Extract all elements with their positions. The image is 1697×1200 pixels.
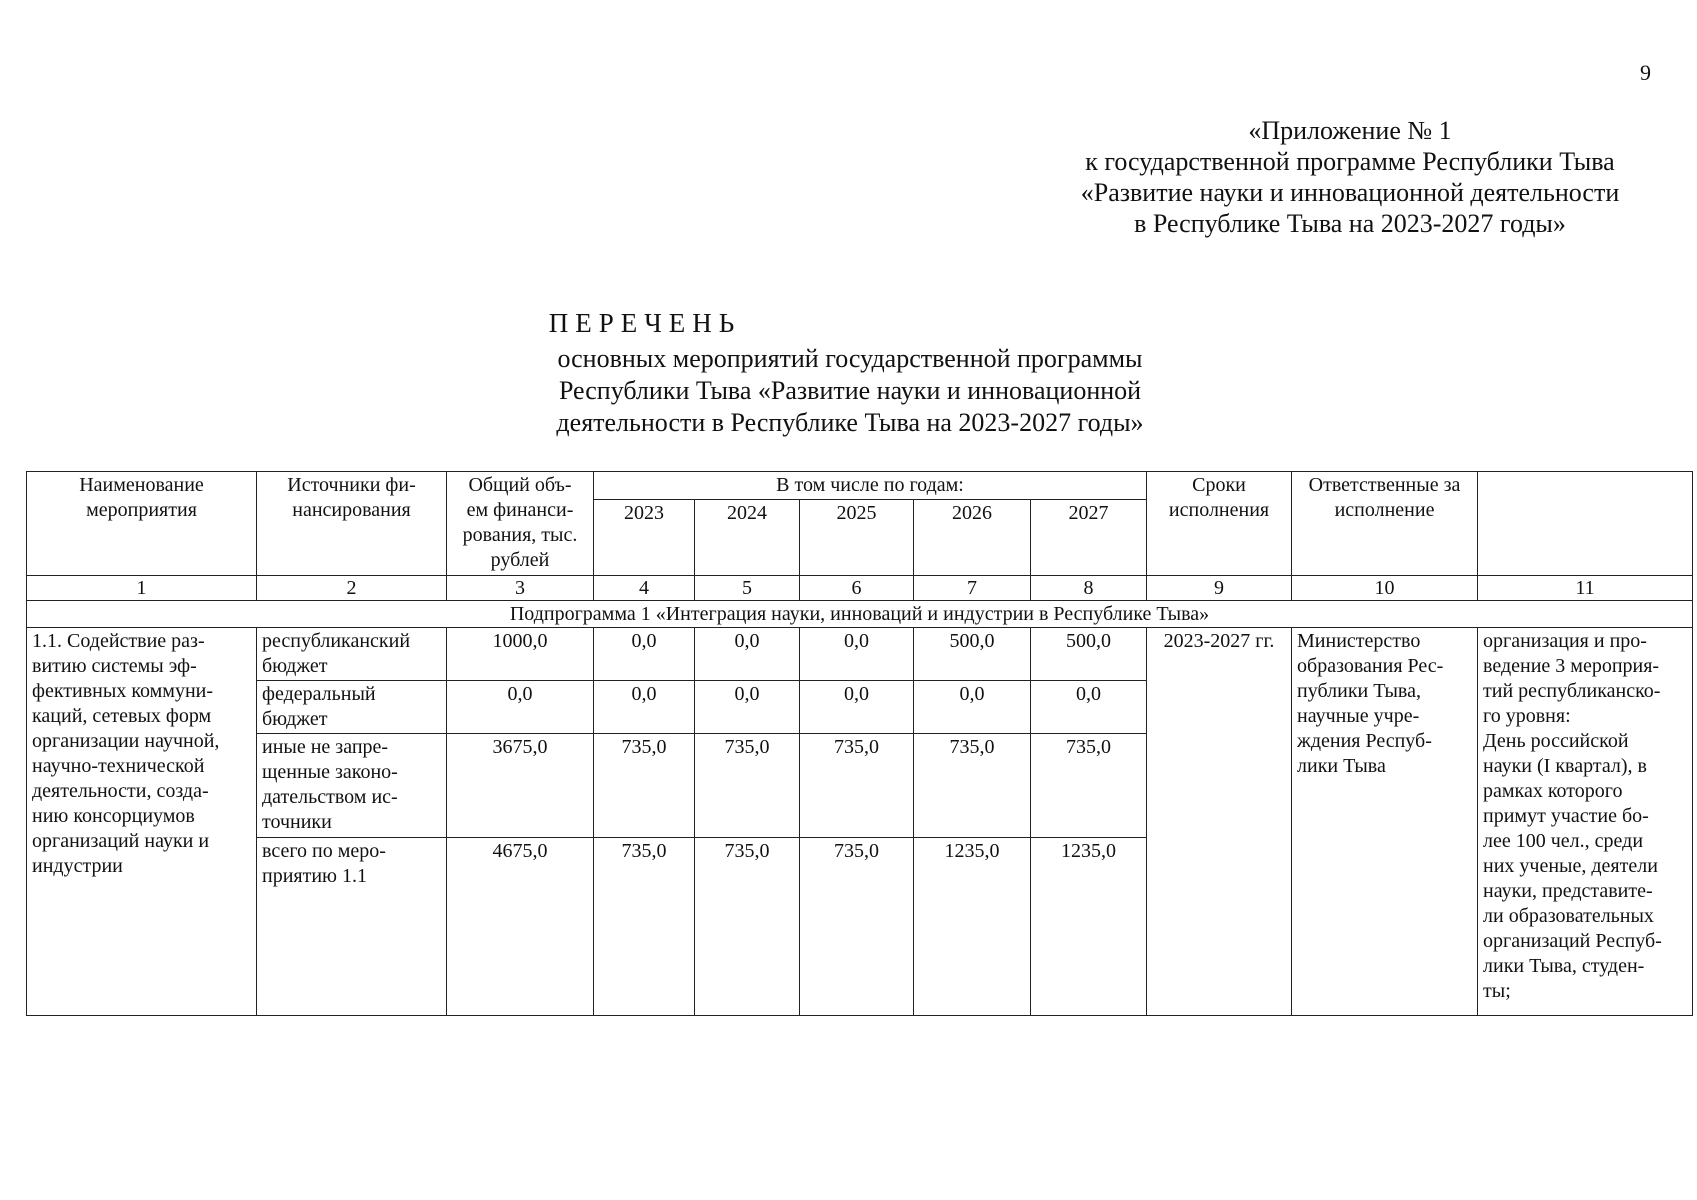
header-year-2025: 2025 <box>800 500 914 576</box>
header-year-2026: 2026 <box>914 500 1031 576</box>
appendix-line: «Развитие науки и инновационной деятельности <box>1080 178 1620 207</box>
amount-2023: 0,0 <box>594 628 695 681</box>
column-number: 5 <box>695 576 800 601</box>
total-amount: 4675,0 <box>447 838 594 1016</box>
column-number: 8 <box>1031 576 1147 601</box>
column-number: 3 <box>447 576 594 601</box>
amount-2025: 735,0 <box>800 734 914 838</box>
appendix-line: к государственной программе Республики Тыва <box>1085 147 1615 176</box>
total-amount: 1000,0 <box>447 628 594 681</box>
amount-2027: 0,0 <box>1031 681 1147 734</box>
funding-source: иные не запре- щенные законо- дательством ис- точники <box>257 734 447 838</box>
amount-2025: 735,0 <box>800 838 914 1016</box>
subtitle-line: основных мероприятий государственной программы <box>557 344 1143 373</box>
amount-2023: 0,0 <box>594 681 695 734</box>
amount-2024: 0,0 <box>695 681 800 734</box>
header-terms: Сроки исполнения <box>1147 472 1292 576</box>
column-number: 7 <box>914 576 1031 601</box>
header-total: Общий объ- ем финанси- рования, тыс. рублей <box>447 472 594 576</box>
header-sources: Источники фи- нансирования <box>257 472 447 576</box>
column-number: 10 <box>1292 576 1478 601</box>
header-responsible: Ответственные за исполнение <box>1292 472 1478 576</box>
column-number: 11 <box>1478 576 1693 601</box>
subprogram-title: Подпрограмма 1 «Интеграция науки, инноваций и индустрии в Республике Тыва» <box>27 601 1693 628</box>
table-header-row <box>27 472 1693 500</box>
header-year-2027: 2027 <box>1031 500 1147 576</box>
funding-source: республиканский бюджет <box>257 628 447 681</box>
appendix-line: «Приложение № 1 <box>1248 116 1452 145</box>
column-number: 1 <box>27 576 257 601</box>
amount-2026: 500,0 <box>914 628 1031 681</box>
amount-2026: 735,0 <box>914 734 1031 838</box>
amount-2024: 735,0 <box>695 734 800 838</box>
amount-2025: 0,0 <box>800 681 914 734</box>
page-number: 9 <box>1640 60 1651 85</box>
measure-name: 1.1. Содействие раз- витию системы эф- фективных коммуни- каций, сетевых форм организации научной, научно-технической деятельности, созда- нию консорциумов организаций науки и индустрии <box>27 628 257 1016</box>
document-subtitle <box>500 343 1200 439</box>
amount-2027: 1235,0 <box>1031 838 1147 1016</box>
header-year-2023: 2023 <box>594 500 695 576</box>
amount-2025: 0,0 <box>800 628 914 681</box>
column-number: 4 <box>594 576 695 601</box>
header-years-group: В том числе по годам: <box>594 472 1147 500</box>
amount-2026: 0,0 <box>914 681 1031 734</box>
table-row <box>27 628 1693 681</box>
header-year-2024: 2024 <box>695 500 800 576</box>
header-name: Наименование мероприятия <box>27 472 257 576</box>
appendix-line: в Республике Тыва на 2023-2027 годы» <box>1134 209 1566 238</box>
execution-terms: 2023-2027 гг. <box>1147 628 1292 1016</box>
amount-2026: 1235,0 <box>914 838 1031 1016</box>
amount-2024: 0,0 <box>695 628 800 681</box>
amount-2023: 735,0 <box>594 734 695 838</box>
document-title: ПЕРЕЧЕНЬ <box>548 308 742 338</box>
total-amount: 3675,0 <box>447 734 594 838</box>
responsible-parties: Министерство образования Рес- публики Тыва, научные учре- ждения Респуб- лики Тыва <box>1292 628 1478 1016</box>
appendix-block <box>1040 115 1660 239</box>
amount-2027: 735,0 <box>1031 734 1147 838</box>
header-col11 <box>1478 472 1693 576</box>
amount-2027: 500,0 <box>1031 628 1147 681</box>
amount-2024: 735,0 <box>695 838 800 1016</box>
subtitle-line: деятельности в Республике Тыва на 2023-2027 годы» <box>556 408 1144 437</box>
subtitle-line: Республики Тыва «Развитие науки и инновационной <box>558 376 1142 405</box>
subprogram-row <box>27 601 1693 628</box>
column-number-row <box>27 576 1693 601</box>
total-amount: 0,0 <box>447 681 594 734</box>
expected-result: организация и про- ведение 3 мероприя- тий республиканско- го уровня: День российской науки (I квартал), в рамках которого примут участие бо- лее 100 чел., среди них ученые, деятели науки, представите- ли образовательных организаций Респуб- лики Тыва, студен- ты; <box>1478 628 1693 1016</box>
column-number: 9 <box>1147 576 1292 601</box>
funding-source: всего по меро- приятию 1.1 <box>257 838 447 1016</box>
column-number: 2 <box>257 576 447 601</box>
amount-2023: 735,0 <box>594 838 695 1016</box>
measures-table <box>26 471 1693 1016</box>
column-number: 6 <box>800 576 914 601</box>
funding-source: федеральный бюджет <box>257 681 447 734</box>
